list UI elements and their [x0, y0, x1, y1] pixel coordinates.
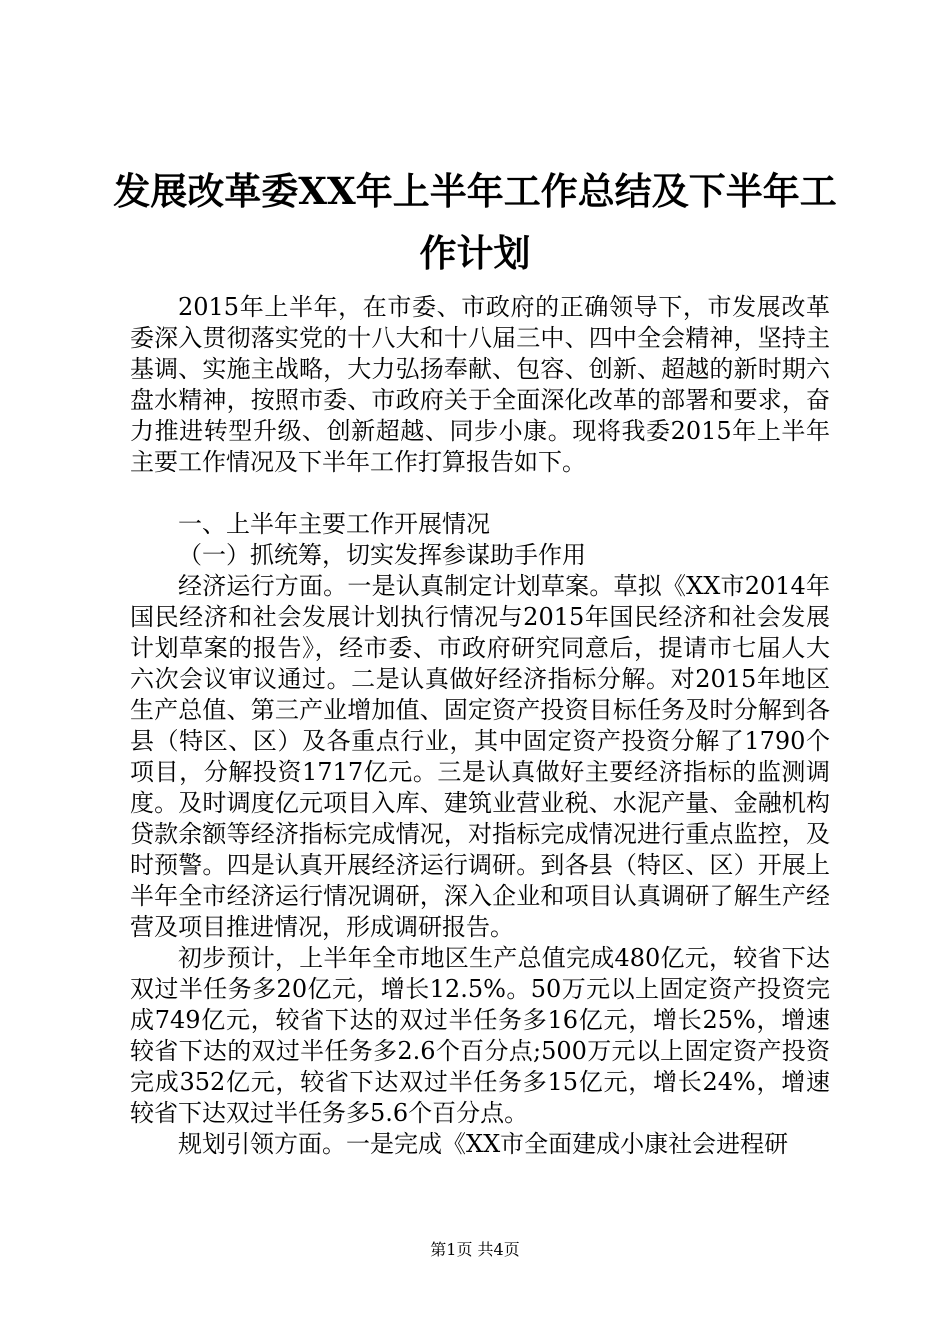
document-body [130, 292, 830, 1160]
planning-guidance-paragraph: 规划引领方面。一是完成《XX市全面建成小康社会进程研 [178, 1130, 789, 1158]
page-footer: 第1页 共4页 [430, 1240, 520, 1259]
section-heading: 一、上半年主要工作开展情况 [178, 510, 490, 538]
document-title: 发展改革委XX年上半年工作总结及下半年工作计划 [113, 169, 837, 275]
subsection-heading: （一）抓统筹，切实发挥参谋助手作用 [178, 541, 586, 569]
preliminary-estimate-paragraph: 初步预计，上半年全市地区生产总值完成480亿元，较省下达双过半任务多20亿元，增长12.5%。50万元以上固定资产投资完成749亿元，较省下达的双过半任务多16亿元，增长25%，增速较省下达的双过半任务多2.6个百分点;500万元以上固定资产投资完成352亿元，较省下达双过半任务多15亿元，增长24%，增速较省下达双过半任务多5.6个百分点。 [130, 944, 830, 1127]
intro-paragraph: 2015年上半年，在市委、市政府的正确领导下，市发展改革委深入贯彻落实党的十八大和十八届三中、四中全会精神，坚持主基调、实施主战略，大力弘扬奉献、包容、创新、超越的新时期六盘水精神，按照市委、市政府关于全面深化改革的部署和要求，奋力推进转型升级、创新超越、同步小康。现将我委2015年上半年主要工作情况及下半年工作打算报告如下。 [130, 293, 830, 476]
economic-operation-paragraph: 经济运行方面。一是认真制定计划草案。草拟《XX市2014年国民经济和社会发展计划执行情况与2015年国民经济和社会发展计划草案的报告》，经市委、市政府研究同意后，提请市七届人大六次会议审议通过。二是认真做好经济指标分解。对2015年地区生产总值、第三产业增加值、固定资产投资目标任务及时分解到各县（特区、区）及各重点行业，其中固定资产投资分解了1790个项目，分解投资1717亿元。三是认真做好主要经济指标的监测调度。及时调度亿元项目入库、建筑业营业税、水泥产量、金融机构贷款余额等经济指标完成情况，对指标完成情况进行重点监控，及时预警。四是认真开展经济运行调研。到各县（特区、区）开展上半年全市经济运行情况调研，深入企业和项目认真调研了解生产经营及项目推进情况，形成调研报告。 [130, 572, 830, 941]
